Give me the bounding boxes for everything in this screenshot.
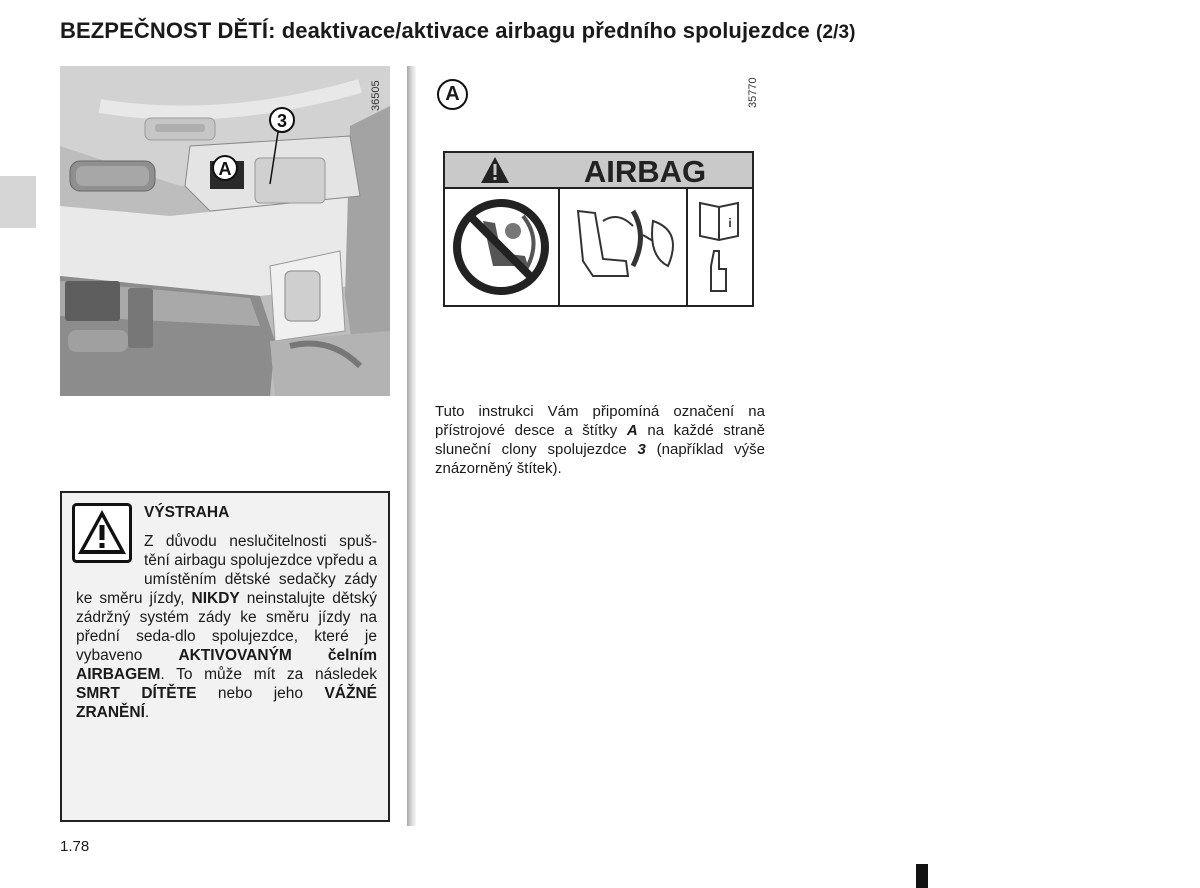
warning-part-3: . To může mít za následek (160, 666, 377, 683)
warning-box (60, 491, 390, 822)
airbag-title-text: AIRBAG (583, 154, 707, 189)
warning-part-5: . (144, 704, 150, 721)
column-divider (407, 66, 416, 826)
page-number: 1.78 (60, 838, 90, 855)
warning-bold-1: NIKDY (191, 590, 240, 607)
warning-bold-2: AKTIVOVANÝM čelním AIRBAGEM (76, 647, 377, 683)
callout-A: A (218, 159, 232, 179)
instruction-ref-3: 3 (637, 441, 646, 458)
airbag-warning-label (443, 151, 754, 312)
instruction-ref-A: A (626, 422, 638, 439)
sun-visor-photo (60, 66, 390, 396)
left-image-code: 36505 (370, 80, 382, 111)
warning-bold-3: SMRT DÍTĚTE (76, 685, 197, 702)
page-title-main: BEZPEČNOST DĚTÍ: deaktivace/aktivace airbagu předního spolujezdce (60, 18, 810, 43)
svg-text:i: i (728, 216, 732, 230)
warning-heading: VÝSTRAHA (144, 504, 230, 521)
instruction-part-1: Tuto instrukci Vám připomíná označení na přístrojové desce a štítky (435, 403, 765, 439)
page-title-part: (2/3) (816, 22, 856, 43)
warning-part-2: neinstalujte dětský zádržný systém zády ke směru jízdy na přední seda-dlo spolujezdce, které je vybaveno (76, 590, 377, 664)
page-edge-mark (916, 864, 928, 888)
callout-3: 3 (276, 111, 288, 131)
warning-part-4: nebo jeho (196, 685, 325, 702)
warning-bold-4: VÁŽNÉ ZRANĚNÍ (76, 685, 377, 721)
chapter-tab (0, 176, 36, 228)
warning-part-1: Z důvodu neslučitelnosti spuš-tění airbagu spolujezdce vpředu a umístěním dětské sedačky zády ke směru jízdy, (76, 533, 377, 607)
warning-text (76, 532, 377, 722)
page-title (60, 18, 856, 44)
figure-label-A: A (437, 79, 468, 110)
instruction-part-3: (například výše znázorněný štítek). (435, 441, 766, 477)
instruction-part-2: na každé straně sluneční clony spolujezdce (435, 422, 765, 458)
right-image-code: 35770 (747, 77, 759, 108)
instruction-text (435, 402, 765, 478)
